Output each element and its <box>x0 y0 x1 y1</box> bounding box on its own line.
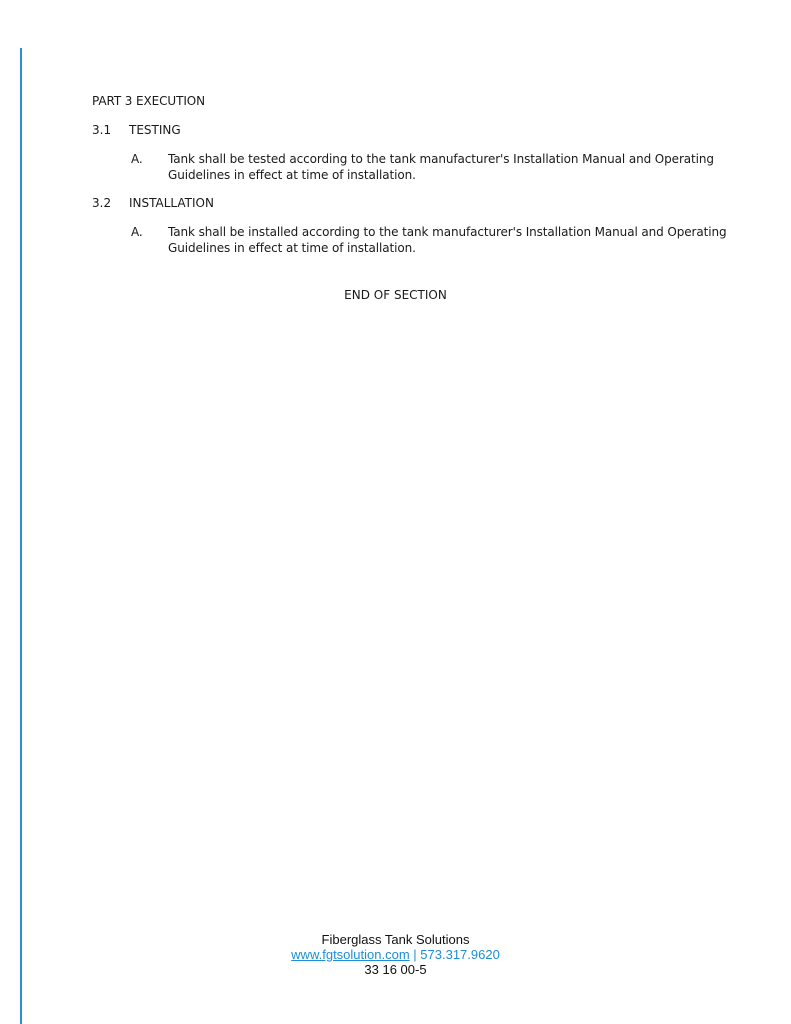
footer-phone: 573.317.9620 <box>420 947 500 962</box>
item-text-line: Guidelines in effect at time of installation. <box>168 168 416 182</box>
item-text-line: Guidelines in effect at time of installation. <box>168 241 416 255</box>
left-margin-rule <box>20 48 22 1024</box>
footer-company: Fiberglass Tank Solutions <box>321 932 470 947</box>
end-of-section: END OF SECTION <box>344 288 447 302</box>
section-number: 3.2 <box>92 196 112 210</box>
item-text <box>168 224 726 256</box>
section-title: TESTING <box>129 123 181 137</box>
footer-website-link[interactable]: www.fgtsolution.com <box>291 947 410 962</box>
section-title: INSTALLATION <box>129 196 214 210</box>
footer-page-number: 33 16 00-5 <box>364 962 427 977</box>
item-letter: A. <box>131 152 143 166</box>
item-text <box>168 151 714 183</box>
item-text-line: Tank shall be tested according to the tank manufacturer's Installation Manual and Operating <box>168 152 714 166</box>
item-text-line: Tank shall be installed according to the tank manufacturer's Installation Manual and Operating <box>168 225 727 239</box>
footer-separator: | <box>409 947 421 962</box>
page-footer <box>0 932 791 977</box>
part-heading: PART 3 EXECUTION <box>92 94 205 108</box>
section-number: 3.1 <box>92 123 112 137</box>
item-letter: A. <box>131 225 143 239</box>
footer-contact <box>0 947 791 962</box>
